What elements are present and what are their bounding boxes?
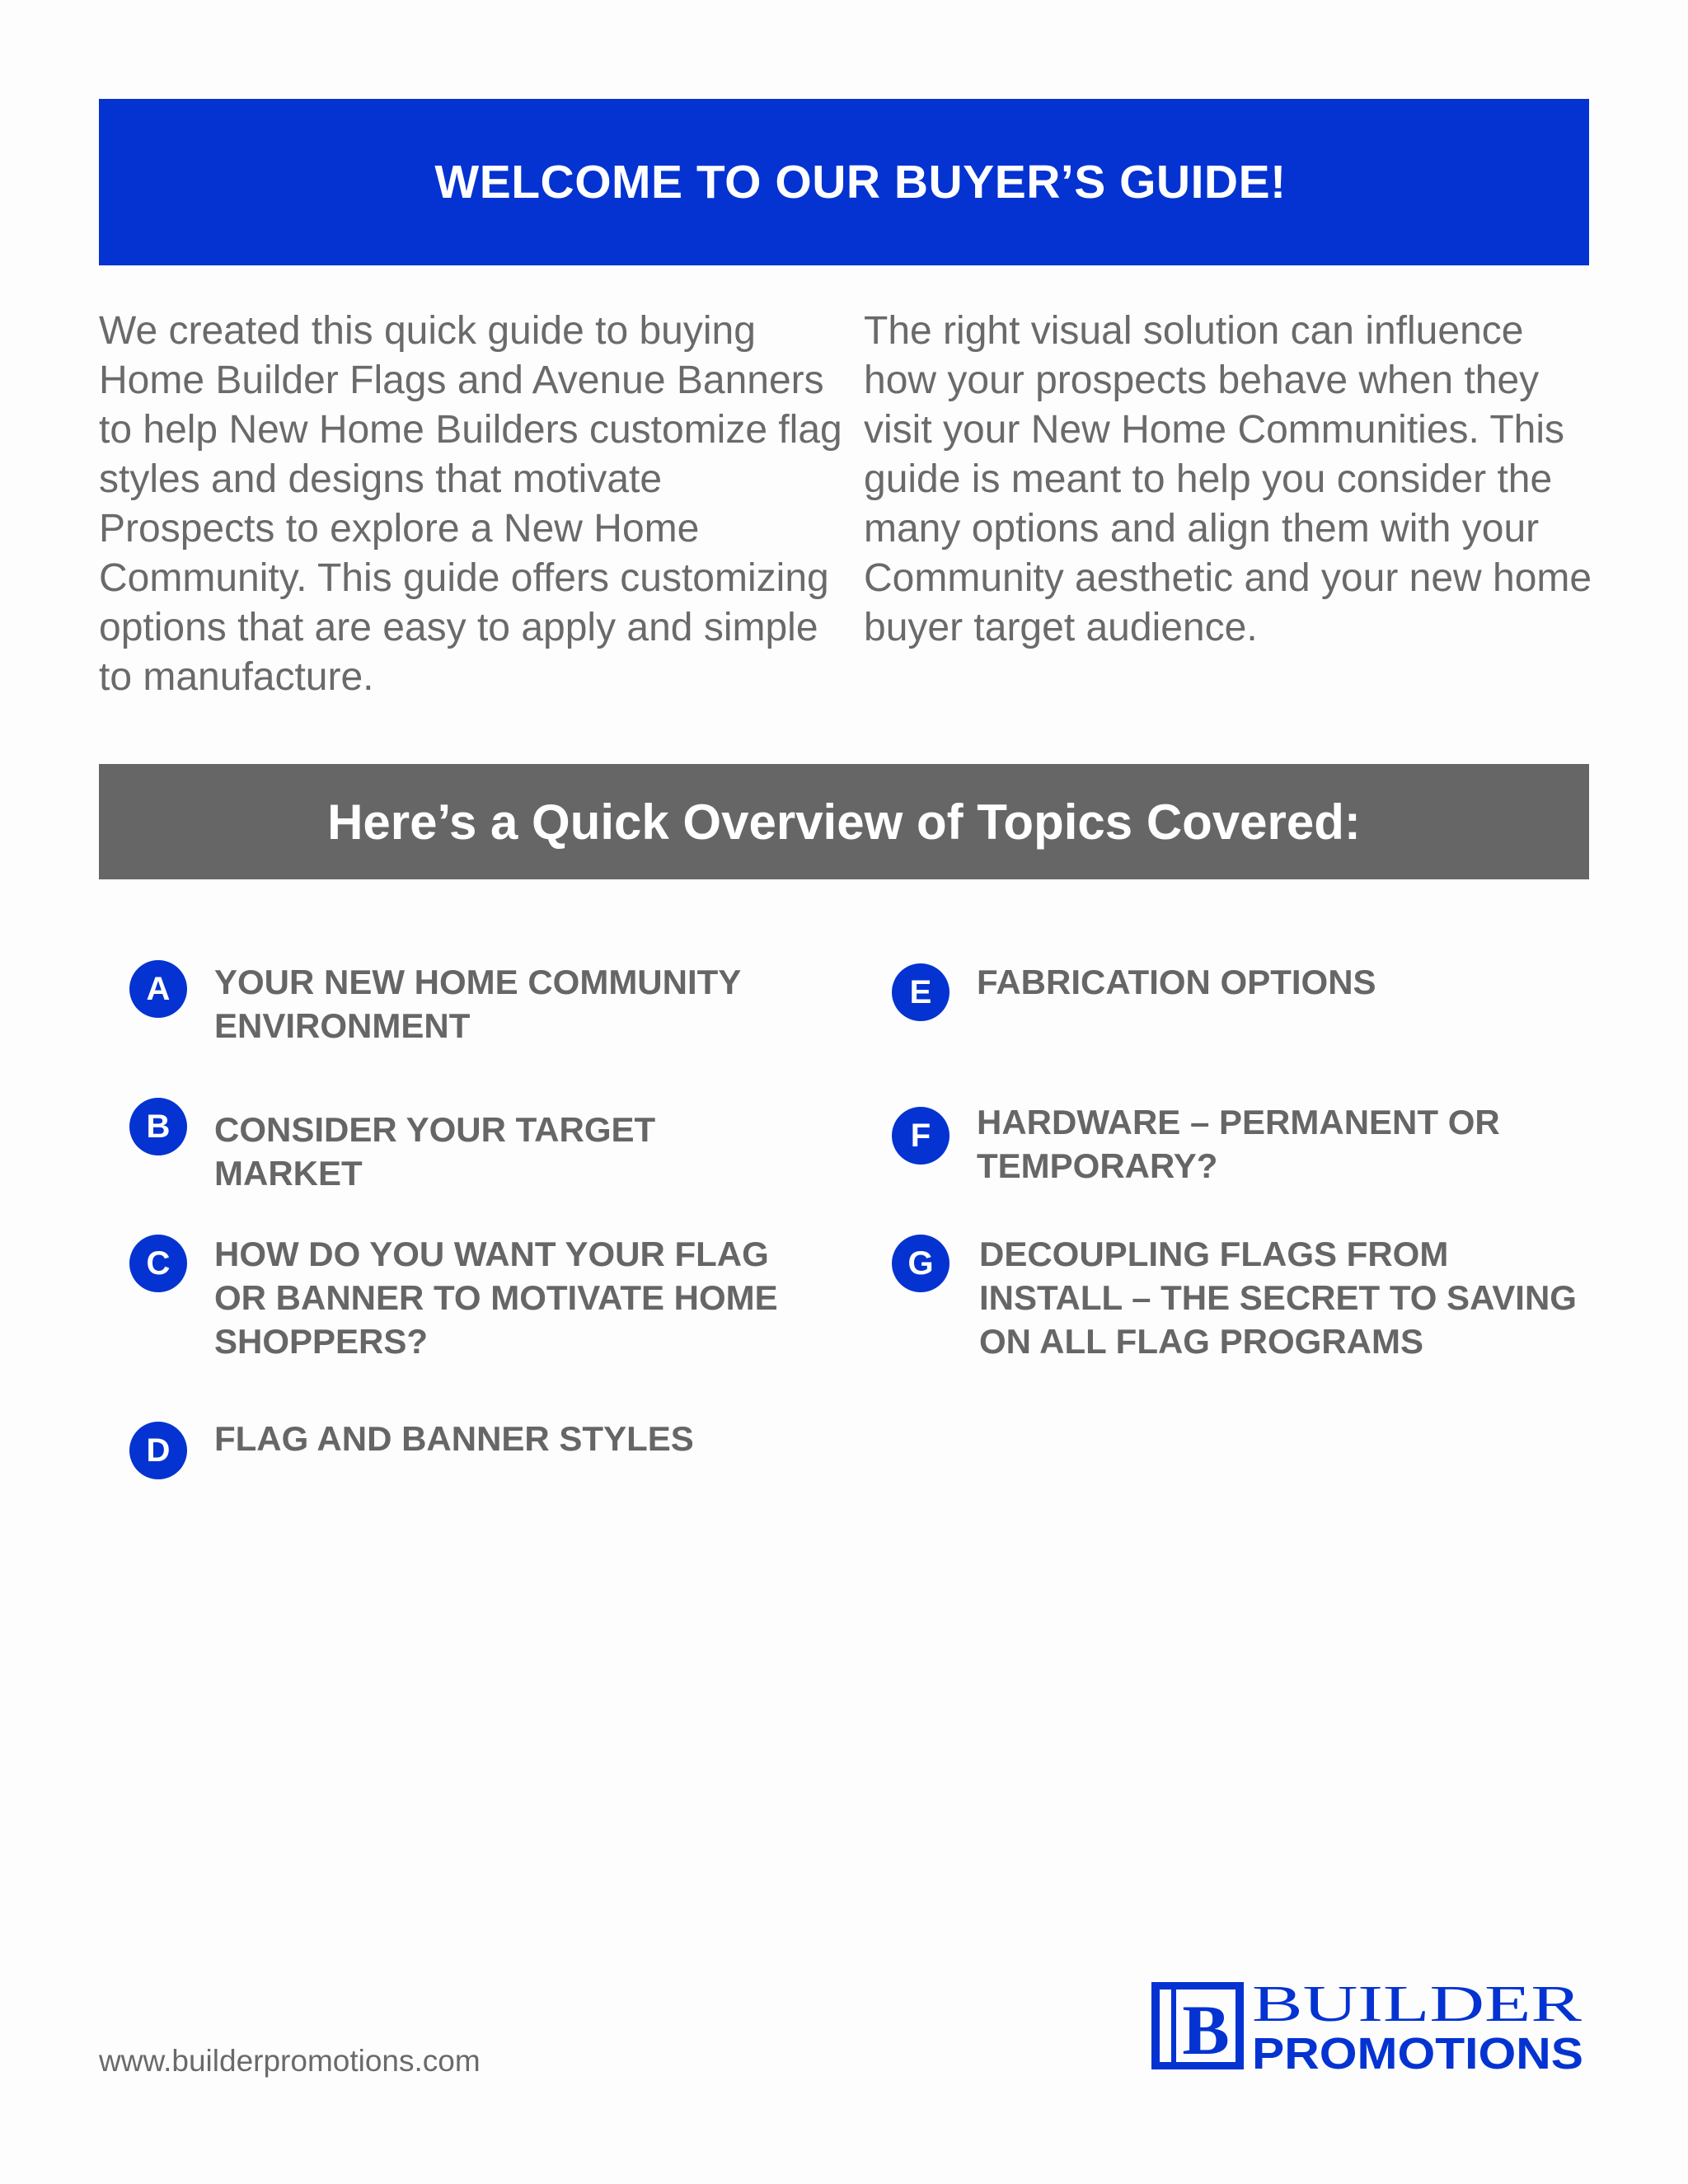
- page-title: WELCOME TO OUR BUYER’S GUIDE!: [434, 156, 1287, 209]
- topic-badge-c: C: [129, 1235, 187, 1292]
- topic-text-e: FABRICATION OPTIONS: [977, 963, 1376, 1001]
- topic-badge-a: A: [129, 960, 187, 1018]
- topic-f: [892, 1100, 1584, 1188]
- topic-text-f: HARDWARE – PERMANENT OR TEMPORARY?: [977, 1103, 1500, 1185]
- topic-text-g: DECOUPLING FLAGS FROM INSTALL – THE SECRET TO SAVING ON ALL FLAG PROGRAMS: [979, 1235, 1577, 1361]
- topic-text-c: HOW DO YOU WANT YOUR FLAG OR BANNER TO MOTIVATE HOME SHOPPERS?: [214, 1235, 778, 1361]
- topic-text-b: CONSIDER YOUR TARGET MARKET: [214, 1110, 656, 1193]
- topic-badge-d: D: [129, 1422, 187, 1479]
- logo-promotions-text: PROMOTIONS: [1252, 2029, 1583, 2073]
- topic-b: [129, 1104, 814, 1195]
- builder-promotions-logo: [1150, 1978, 1587, 2073]
- logo-mark-letter: B: [1182, 1990, 1230, 2069]
- topic-badge-g: G: [892, 1235, 950, 1292]
- logo-builder-text: BUILDER: [1252, 1978, 1582, 2032]
- logo-mark-bar: [1160, 1990, 1171, 2062]
- topic-badge-f: F: [892, 1107, 950, 1165]
- topic-badge-e: E: [892, 963, 950, 1021]
- intro-right-text: The right visual solution can influence how your prospects behave when they visit your New Home Communities. This guide is meant to help you consider the many options and align them with your Community aesthetic and your new home buyer target audience.: [864, 309, 1592, 649]
- overview-bar: [99, 764, 1589, 879]
- overview-title: Here’s a Quick Overview of Topics Covered:: [327, 794, 1361, 850]
- topic-e: [892, 960, 1584, 1021]
- footer-url: www.builderpromotions.com: [99, 2044, 481, 2078]
- topic-a: [129, 960, 814, 1047]
- topic-badge-b: B: [129, 1098, 187, 1155]
- intro-right-column: [864, 307, 1597, 653]
- topic-d: [129, 1419, 814, 1479]
- topic-c: [129, 1232, 814, 1363]
- topic-text-a: YOUR NEW HOME COMMUNITY ENVIRONMENT: [214, 963, 741, 1045]
- topic-g: [892, 1232, 1589, 1363]
- intro-left-column: [99, 307, 845, 702]
- topic-text-d: FLAG AND BANNER STYLES: [214, 1419, 694, 1458]
- intro-left-text: We created this quick guide to buying Home Builder Flags and Avenue Banners to help New Home Builders customize flag styles and designs that motivate Prospects to explore a New Home Community. This guide offers customizing options that are easy to apply and simple to manufacture.: [99, 309, 842, 699]
- welcome-banner: [99, 99, 1589, 265]
